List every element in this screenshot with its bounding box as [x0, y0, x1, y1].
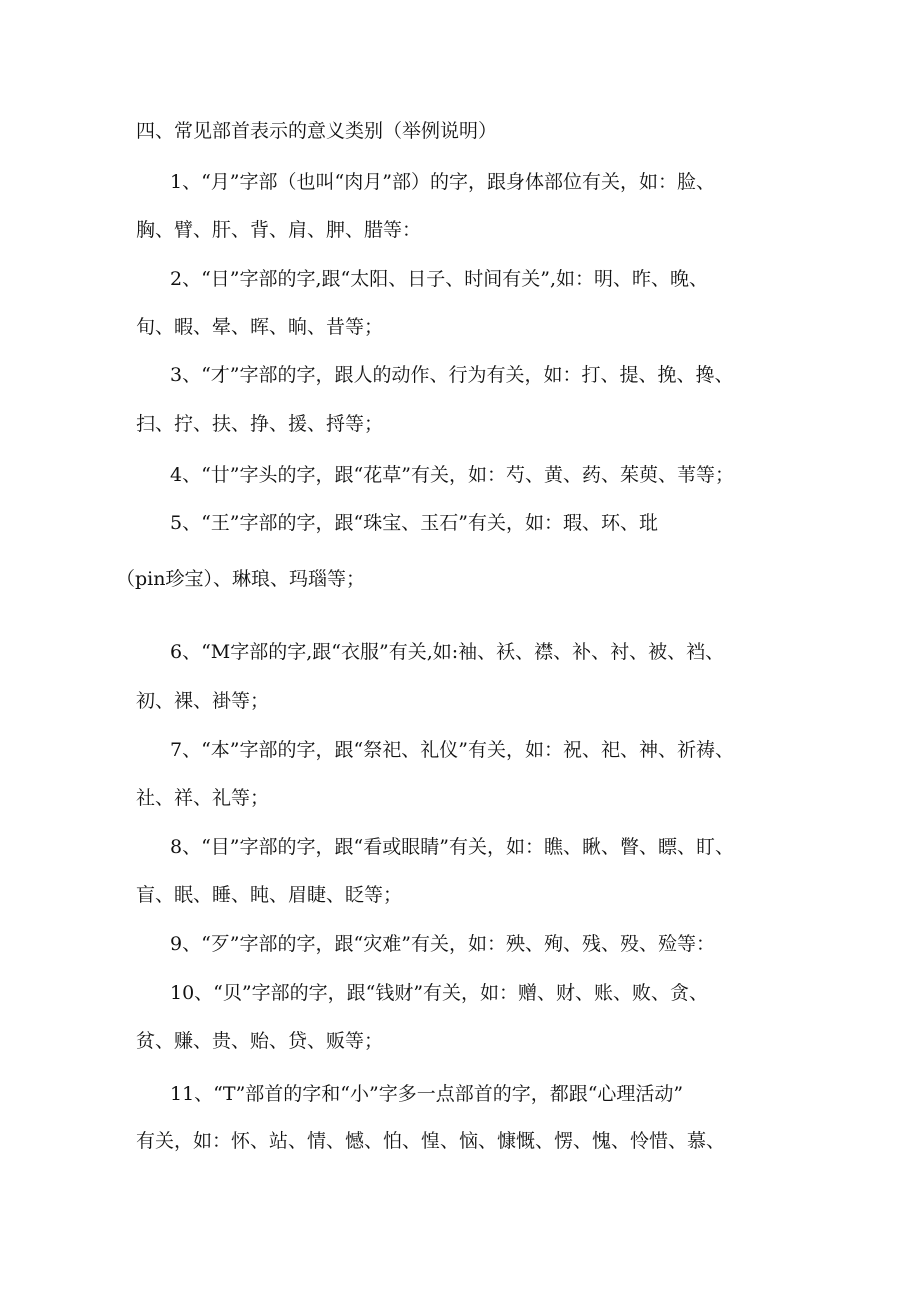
- paragraph-line: 3、“才”字部的字，跟人的动作、行为有关，如：打、提、挽、搀、: [170, 364, 734, 386]
- paragraph-line: 4、“廿”字头的字，跟“花草”有关，如：芍、黄、药、茱萸、苇等；: [170, 464, 734, 486]
- paragraph-line: 旬、暇、晕、晖、晌、昔等；: [136, 316, 384, 338]
- paragraph-line: 9、“歹”字部的字，跟“灾难”有关，如：殃、殉、残、殁、殓等：: [170, 933, 715, 955]
- paragraph-line: 贫、赚、贵、贻、贷、贩等；: [136, 1030, 384, 1052]
- paragraph-line: 胸、臂、肝、背、肩、胛、腊等：: [136, 219, 422, 241]
- paragraph-line: 5、“王”字部的字，跟“珠宝、玉石”有关，如：瑕、环、玭: [170, 512, 658, 534]
- section-heading: 四、常见部首表示的意义类别（举例说明）: [136, 120, 498, 142]
- paragraph-line: 7、“本”字部的字，跟“祭祀、礼仪”有关，如：祝、祀、神、祈祷、: [170, 739, 734, 761]
- paragraph-line: 初、裸、褂等；: [136, 690, 270, 712]
- paragraph-line: 6、“M字部的字,跟“衣服”有关,如:袖、袄、襟、补、衬、被、裆、: [170, 641, 725, 663]
- paragraph-line: 11、“T”部首的字和“小”字多一点部首的字，都跟“心理活动”: [170, 1083, 684, 1105]
- paragraph-line: 扫、拧、扶、挣、援、捋等；: [136, 413, 384, 435]
- paragraph-line: 有关，如：怀、站、情、憾、怕、惶、恼、慷慨、愣、愧、怜惜、慕、: [136, 1130, 726, 1152]
- paragraph-line: 10、“贝”字部的字，跟“钱财”有关，如：赠、财、账、败、贪、: [170, 982, 709, 1004]
- paragraph-line: （pin珍宝）、琳琅、玛瑙等；: [116, 568, 365, 590]
- paragraph-line: 8、“目”字部的字，跟“看或眼睛”有关，如：瞧、瞅、瞥、瞟、盯、: [170, 836, 734, 858]
- paragraph-line: 社、祥、礼等；: [136, 787, 270, 809]
- paragraph-line: 1、“月”字部（也叫“肉月”部）的字，跟身体部位有关，如：脸、: [170, 171, 715, 193]
- paragraph-line: 盲、眠、睡、盹、眉睫、眨等；: [136, 884, 403, 906]
- paragraph-line: 2、“日”字部的字,跟“太阳、日子、时间有关”,如：明、昨、晚、: [170, 268, 709, 290]
